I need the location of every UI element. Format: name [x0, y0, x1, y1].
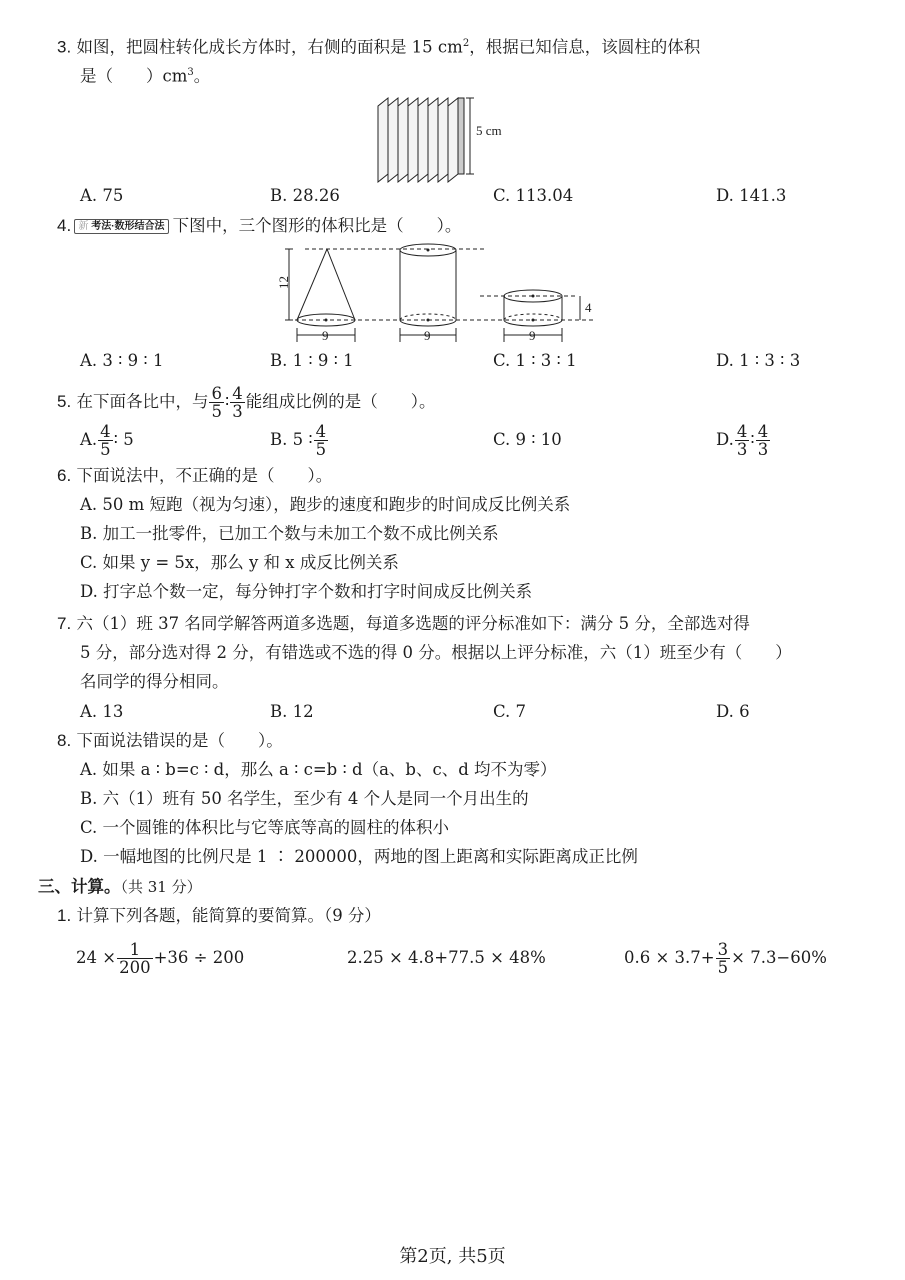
q3-option-b[interactable]: B. 28.26 [270, 186, 340, 205]
q4-option-b[interactable]: B. 1 ∶ 9 ∶ 1 [270, 351, 354, 370]
q7-line2: 5 分，部分选对得 2 分，有错选或不选的得 0 分。根据以上评分标准，六（1）班至少有（ ） [80, 643, 792, 662]
q3-figure-sliced-cylinder [370, 92, 510, 184]
q3-option-c[interactable]: C. 113.04 [493, 186, 574, 205]
q7-option-d[interactable]: D. 6 [716, 702, 750, 721]
q5-line: 5. 在下面各比中，与 $\frac{6}{5}$ ∶ $\frac{4}{3}$ 能组成比例的是（ ）。 [57, 384, 436, 421]
q6-option-d[interactable]: D. 打字总个数一定，每分钟打字个数和打字时间成反比例关系 [80, 582, 533, 601]
question-number: 6. [57, 466, 72, 485]
q5-option-c[interactable]: C. 9 ∶ 10 [493, 430, 562, 449]
q7-option-b[interactable]: B. 12 [270, 702, 314, 721]
question-number: 4. [57, 216, 72, 235]
q3-line2: 是（ ）$cm^3$。 [80, 66, 211, 86]
fraction: $\frac{4}{3}$ [232, 384, 243, 421]
fraction: $\frac{3}{5}$ [717, 940, 729, 977]
tall-cylinder-diameter-label: 9 [424, 328, 431, 343]
calc-expression-2: 2.25 × 4.8+77.5 × 48% [347, 948, 546, 967]
q7-option-c[interactable]: C. 7 [493, 702, 527, 721]
question-number: 5. [57, 392, 72, 411]
question-number: 8. [57, 731, 72, 750]
q6-option-b[interactable]: B. 加工一批零件，已加工个数与未加工个数不成比例关系 [80, 524, 499, 543]
q6-option-c[interactable]: C. 如果 y = 5x，那么 y 和 x 成反比例关系 [80, 553, 399, 572]
fraction: $\frac{4}{3}$ [757, 422, 769, 459]
cone-height-label: 12 [276, 276, 291, 289]
q4-option-c[interactable]: C. 1 ∶ 3 ∶ 1 [493, 351, 577, 370]
q4-figure-cone-cylinders [275, 242, 605, 348]
short-cylinder-diameter-label: 9 [529, 328, 536, 343]
q5-option-d[interactable]: D. $\frac{4}{3}$ ∶ $\frac{4}{3}$ [716, 422, 769, 459]
q8-option-a[interactable]: A. 如果 a ∶ b=c ∶ d，那么 a ∶ c=b ∶ d（a、b、c、d 均不为零） [80, 760, 557, 779]
fraction: $\frac{6}{5}$ [211, 384, 222, 421]
q4-line: 4. 新 考法·数形结合法 下图中，三个图形的体积比是（ ）。 [57, 216, 462, 235]
q4-option-a[interactable]: A. 3 ∶ 9 ∶ 1 [80, 351, 164, 370]
cone-diameter-label: 9 [322, 328, 329, 343]
q4-option-d[interactable]: D. 1 ∶ 3 ∶ 3 [716, 351, 801, 370]
question-number: 7. [57, 614, 72, 633]
section-3-heading [38, 877, 202, 897]
short-cylinder-height-label: 4 [585, 300, 592, 315]
height-label: 5 cm [476, 123, 502, 138]
q8-line: 8. 下面说法错误的是（ ）。 [57, 731, 283, 750]
q7-line1: 7. 六（1）班 37 名同学解答两道多选题，每道多选题的评分标准如下：满分 5 分，全部选对得 [57, 614, 750, 633]
calc-1-line: 1. 计算下列各题，能简算的要简算。（9 分） [57, 906, 381, 925]
question-number: 1. [57, 906, 72, 925]
fraction: $\frac{4}{3}$ [736, 422, 748, 459]
q8-option-c[interactable]: C. 一个圆锥的体积比与它等底等高的圆柱的体积小 [80, 818, 450, 837]
section-score: （共 31 分） [120, 878, 202, 896]
section-title: 三、计算。 [38, 878, 121, 896]
page-footer: 第2页, 共5页 [399, 1246, 506, 1267]
q3-option-a[interactable]: A. 75 [80, 186, 124, 205]
method-badge: 新 考法·数形结合法 [74, 219, 168, 234]
q8-option-d[interactable]: D. 一幅地图的比例尺是 1 ∶ 200000，两地的图上距离和实际距离成正比例 [80, 847, 638, 866]
fraction: $\frac{1}{200}$ [119, 940, 151, 977]
fraction: $\frac{4}{5}$ [315, 422, 327, 459]
calc-expression-1: 24 × $\frac{1}{200}$ +36 ÷ 200 [76, 940, 245, 977]
q7-option-a[interactable]: A. 13 [80, 702, 124, 721]
q3-option-d[interactable]: D. 141.3 [716, 186, 787, 205]
q8-option-b[interactable]: B. 六（1）班有 50 名学生，至少有 4 个人是同一个月出生的 [80, 789, 529, 808]
calc-expression-3: 0.6 × 3.7+ $\frac{3}{5}$ × 7.3−60% [624, 940, 827, 977]
question-number: 3. [57, 37, 72, 57]
q5-option-b[interactable]: B. 5 ∶ $\frac{4}{5}$ [270, 422, 327, 459]
q3-line1: 3. 如图，把圆柱转化成长方体时，右侧的面积是 15 $cm^2$，根据已知信息，该圆柱的体积 [57, 37, 701, 57]
q5-option-a[interactable]: A. $\frac{4}{5}$ ∶ 5 [80, 422, 134, 459]
q7-line3: 名同学的得分相同。 [80, 672, 229, 691]
q6-option-a[interactable]: A. 50 m 短跑（视为匀速），跑步的速度和跑步的时间成反比例关系 [80, 495, 571, 514]
fraction: $\frac{4}{5}$ [100, 422, 111, 459]
q6-line: 6. 下面说法中，不正确的是（ ）。 [57, 466, 333, 485]
